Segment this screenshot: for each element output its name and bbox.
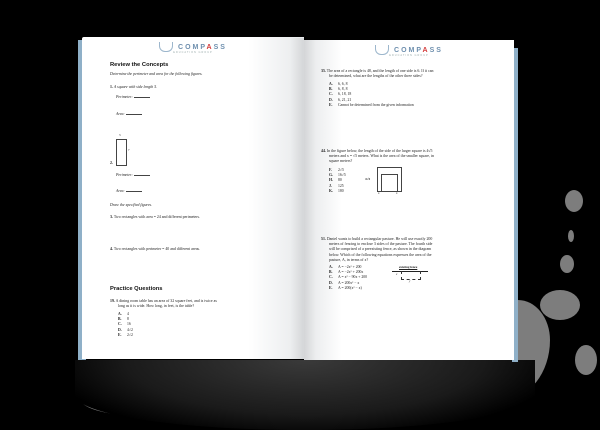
- choice: B. 8: [118, 317, 129, 322]
- q51-choices: [329, 265, 367, 291]
- choice: D. 4√2: [118, 327, 133, 332]
- book-spine: [290, 38, 316, 360]
- choice: B. 6, 8, 8: [329, 87, 348, 92]
- q1-perimeter: Perimeter:: [116, 95, 150, 100]
- choice: A. A = −2x² + 200: [329, 265, 362, 269]
- compass-book-icon: [375, 45, 389, 55]
- brand-logo: COMPASS EDUCATION GROUP: [82, 42, 304, 54]
- question-3: 3. Two rectangles with area = 24 and different perimeters.: [110, 215, 201, 219]
- question-44: 44. In the figure below, the length of the side of the larger square is 4√5 meters and x = √5 meters. What is the area of the smaller square, in square meters?: [321, 149, 434, 164]
- left-page: COMPASS EDUCATION GROUP Review the Concepts Determine the perimeter and area for the following figures. 1. A square with side length 5. Perimeter: Area: 3 7 2. Perimeter: Area: Draw the specified figures. 3. Two rectangles with area = 24 and different perimeters. 4. Two rectangles with perimeter = 40 and different areas. Practice Questions 19. A dining room table has an area of 32 square feet, and is twice as long as it is wide. How long, in feet, is the table? A. 4 B. 8 C. 16 D. 4√2 E. 2√2: [82, 37, 304, 359]
- choice: A. 4: [118, 312, 129, 316]
- q2-perimeter: Perimeter:: [116, 173, 150, 178]
- section-title-practice: Practice Questions: [110, 286, 163, 292]
- choice: A. 6, 6, 8: [329, 82, 348, 86]
- q2-rectangle-figure: [116, 139, 127, 166]
- brand-logo: COMPASS EDUCATION GROUP: [304, 45, 514, 57]
- brand-tagline: EDUCATION GROUP: [389, 54, 429, 57]
- choice: B. A = −2x² + 200x: [329, 270, 364, 275]
- choice: C. 6, 18, 18: [329, 92, 352, 97]
- right-page: COMPASS EDUCATION GROUP 35. The area of a rectangle is 48, and the length of one side is 6. If it can be determined, what are the lengths of the other three sides? A. 6, 6, 8 B. 6, 8, 8 C. 6, 18, 18 D. 6, 21, 21 E. Cannot be determined from the given information 44. In the figure below, the length of the side of the larger square is 4√5 meters and x = √5 meters. What is the area of the smaller square, in square meters? F. 2√5 G. 16√5 H. 80 J. 125 K. 180 4√5 x x 51. Daniel wants to build a rectangular pasture. He will use exactly 200 meters of fencing to enclose 3 sides of the pasture. The fourth side will be comprised of a preexisting fence, as shown in the diagram below. Which of the following equations expresses the area of the pasture, A, in terms of x? A. A = −2x² + 200 B. A = −2x² + 200x C. A = x² − 90x + 200 D. A = 200x² − x E. A = 200(x² − x) existing fence x y: [304, 40, 514, 360]
- book-shadow: [75, 360, 535, 430]
- section-title-review: Review the Concepts: [110, 62, 169, 68]
- question-2: 2.: [110, 161, 113, 165]
- choice: E. 2√2: [118, 332, 133, 337]
- question-1: 1. A square with side length 5.: [110, 85, 158, 89]
- choice: D. A = 200x² − x: [329, 280, 360, 285]
- question-35: 35. The area of a rectangle is 48, and the length of one side is 6. If it can be determined, what are the lengths of the other three sides?: [321, 69, 434, 79]
- choice: E. A = 200(x² − x): [329, 285, 362, 290]
- choice: H. 80: [329, 178, 342, 183]
- choice: F. 2√5: [329, 168, 344, 172]
- choice: C. 16: [118, 322, 131, 327]
- choice: C. A = x² − 90x + 200: [329, 275, 368, 280]
- question-19: 19. A dining room table has an area of 32 square feet, and is twice as long as it is wide. How long, in feet, is the table?: [110, 299, 217, 309]
- q44-choices: [329, 168, 346, 194]
- brand-tagline: EDUCATION GROUP: [173, 51, 213, 54]
- choice: J. 125: [329, 183, 344, 188]
- choice: G. 16√5: [329, 173, 346, 178]
- q35-choices: [329, 82, 414, 108]
- choice: K. 180: [329, 188, 344, 193]
- choice: E. Cannot be determined from the given information: [329, 102, 414, 107]
- compass-book-icon: [159, 42, 173, 52]
- q1-area: Area:: [116, 112, 142, 117]
- question-51: 51. Daniel wants to build a rectangular pasture. He will use exactly 200 meters of fencing to enclose 3 sides of the pasture. The fourth side will be comprised of a preexisting fence, as shown in the diagram below. Which of the following equations expresses the area of the pasture, A, in terms of x?: [321, 237, 433, 262]
- choice: D. 6, 21, 21: [329, 97, 352, 102]
- instruction-2: Draw the specified figures.: [110, 203, 152, 207]
- instruction-1: Determine the perimeter and area for the following figures.: [110, 72, 203, 76]
- q19-choices: [118, 312, 133, 338]
- question-4: 4. Two rectangles with perimeter = 40 and different areas.: [110, 247, 201, 251]
- q2-area: Area:: [116, 189, 142, 194]
